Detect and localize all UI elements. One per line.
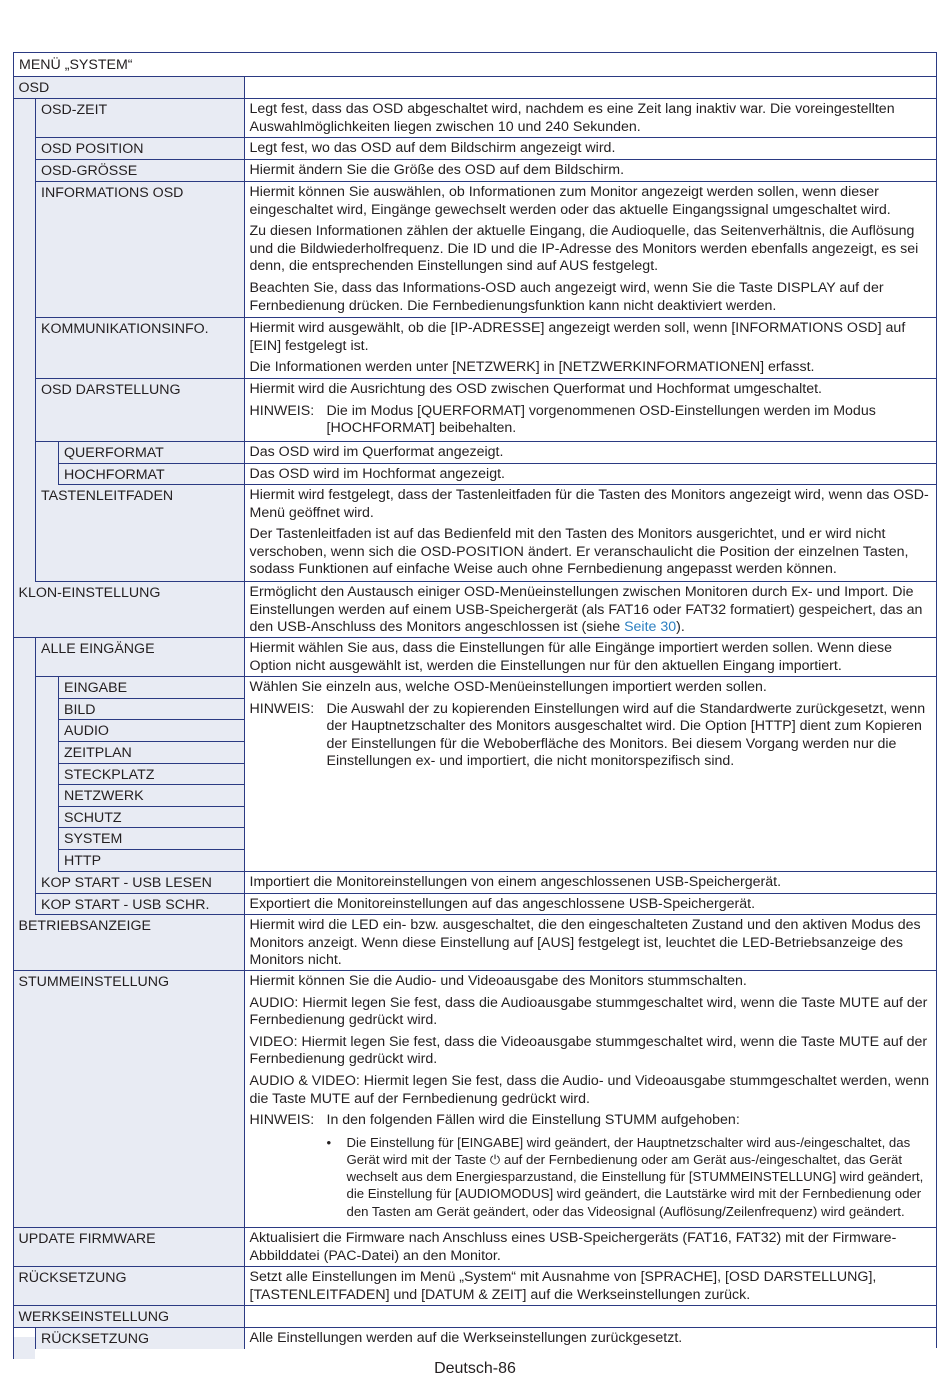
note-label: HINWEIS: (249, 700, 315, 717)
row-desc-sub-items (244, 677, 937, 872)
note (250, 403, 933, 438)
row-label-osd-groesse: OSD-GRÖSSE (35, 160, 245, 182)
page-footer: Deutsch-86 (434, 1360, 516, 1377)
row-hochformat (14, 464, 936, 485)
row-update-firmware (14, 1228, 936, 1267)
paragraph: Hiermit wird festgelegt, dass der Tastenleitfaden für die Tasten des Monitors angezeigt wird, wenn das OSD-Menü geöffnet wird. (249, 487, 929, 521)
note-label: HINWEIS: (249, 402, 315, 419)
row-alle-eingaenge (14, 638, 936, 677)
row-tastenleitfaden (14, 485, 936, 582)
row-label-osd-zeit: OSD-ZEIT (35, 99, 245, 138)
row-desc-klon-einstellung (244, 582, 937, 638)
row-osd-groesse (14, 160, 936, 182)
row-label-werkseinstellung: WERKSEINSTELLUNG (13, 1306, 246, 1328)
row-desc-osd-groesse (244, 160, 937, 182)
row-desc-alle-eingaenge (244, 638, 937, 677)
note (250, 701, 933, 771)
paragraph: Hiermit wählen Sie aus, dass die Einstellungen für alle Eingänge importiert werden sollen. Wenn diese Option nicht ausgewählt ist, werden die Einstellungen nur für den aktuellen Eingang importiert. (249, 640, 892, 674)
row-label-klon-einstellung: KLON-EINSTELLUNG (13, 582, 246, 638)
row-osd-position (14, 138, 936, 160)
row-desc-ruecksetzung (244, 1267, 937, 1306)
row-label-steckplatz: STECKPLATZ (58, 764, 245, 785)
paragraph: Hiermit ändern Sie die Größe des OSD auf dem Bildschirm. (249, 162, 625, 178)
row-desc-betriebsanzeige (244, 915, 937, 971)
text: Ermöglicht den Austausch einiger OSD-Menüeinstellungen zwischen Monitoren durch Ex- und Import. Die Einstellungen werden auf einem USB-Speichergerät (als FAT16 oder FAT32 formatiert) gespeichert, das an den USB-Anschluss des Monitors angeschlossen ist (siehe (249, 584, 923, 636)
table-title: MENÜ „SYSTEM“ (14, 53, 936, 77)
bullet-list (250, 1134, 933, 1220)
row-osd-zeit (14, 99, 936, 138)
row-label-osd-darstellung: OSD DARSTELLUNG (35, 379, 245, 442)
paragraph: VIDEO: Hiermit legen Sie fest, dass die Videoausgabe stummgeschaltet wird, wenn die Taste MUTE auf der Fernbedienung gedrückt wird. (249, 1033, 928, 1068)
row-desc-kop-schr (244, 894, 937, 915)
paragraph: Alle Einstellungen werden auf die Werkseinstellungen zurückgesetzt. (249, 1330, 683, 1346)
paragraph: Zu diesen Informationen zählen der aktuelle Eingang, die Audioquelle, das Seitenverhältnis, die Auflösung und die Bildwiederholfrequenz. Die ID und die IP-Adresse des Monitors werden ebenfalls angezeigt, es sei denn, die entsprechenden Einstellungen sind auf AUS festgelegt. (249, 223, 919, 275)
paragraph: Hiermit können Sie die Audio- und Videoausgabe des Monitors stummschalten. (249, 973, 747, 989)
system-menu-table (13, 52, 937, 1348)
text: ). (676, 619, 685, 636)
paragraph: Hiermit wird die LED ein- bzw. ausgeschaltet, die den eingeschalteten Zustand und den aktiven Modus des Monitors anzeigt. Wenn diese Einstellung auf [AUS] festgelegt ist, leuchtet die LED-Betriebsanzeige des Monitors nicht. (249, 917, 921, 969)
row-label-ruecksetzung: RÜCKSETZUNG (13, 1267, 246, 1306)
row-label-kop-lesen: KOP START - USB LESEN (35, 872, 245, 894)
row-werk-ruecksetzung (14, 1328, 936, 1349)
row-desc-querformat (244, 442, 937, 464)
row-desc-hochformat (244, 464, 937, 485)
paragraph: Der Tastenleitfaden ist auf das Bedienfeld mit den Tasten des Monitors ausgerichtet, und er wird nicht verschoben, wenn sich die OSD-POSITION ändert. Er veranschaulicht die Position der einzelnen Tasten, sodass Funktionen auf einfache Weise auch ohne Fernbedienung angepasst werden können. (249, 526, 909, 578)
row-ruecksetzung (14, 1267, 936, 1306)
paragraph: AUDIO: Hiermit legen Sie fest, dass die Audioausgabe stummgeschaltet wird, wenn die Taste MUTE auf der Fernbedienung gedrückt wird. (249, 994, 928, 1029)
paragraph: Hiermit wird die Ausrichtung des OSD zwischen Querformat und Hochformat umgeschaltet. (249, 381, 822, 397)
row-label-kommunikationsinfo: KOMMUNIKATIONSINFO. (35, 318, 245, 379)
row-stummeinstellung (14, 971, 936, 1228)
row-kommunikationsinfo (14, 318, 936, 379)
paragraph: Das OSD wird im Hochformat angezeigt. (249, 466, 505, 482)
paragraph: Beachten Sie, dass das Informations-OSD auch angezeigt wird, wenn Sie die Taste DISPLAY auf der Fernbedienung drücken. Die Fernbedienungsfunktion kann nicht deaktiviert werden. (249, 279, 884, 314)
row-kop-schr (14, 894, 936, 915)
row-label-hochformat: HOCHFORMAT (58, 464, 245, 485)
row-label-system: SYSTEM (58, 828, 245, 850)
note (250, 1112, 933, 1130)
row-label-update-firmware: UPDATE FIRMWARE (13, 1228, 246, 1267)
row-desc-osd-darstellung (244, 379, 937, 442)
row-querformat (14, 442, 936, 464)
note-label: HINWEIS: (249, 1112, 315, 1129)
paragraph: Setzt alle Einstellungen im Menü „System“ mit Ausnahme von [SPRACHE], [OSD DARSTELLUNG], [TASTENLEITFADEN] und [DATUM & ZEIT] auf die Werkseinstellungen zurück. (249, 1269, 877, 1303)
row-desc-osd-zeit (244, 99, 937, 138)
note-text: Die Auswahl der zu kopierenden Einstellungen wird auf die Standardwerte zurückgesetzt, wenn der Hauptnetzschalter des Monitors ausgeschaltet wird. Die Option [HTTP] dient zum Kopieren der Einstellungen für die Weboberfläche des Monitors. Bei diesem Vorgang werden nur die Einstellungen ex- und importiert, die nicht monitorspezifisch sind. (326, 700, 926, 770)
row-informations-osd (14, 182, 936, 318)
row-desc-update-firmware (244, 1228, 937, 1267)
row-desc-werkseinstellung-empty (244, 1306, 937, 1328)
row-desc-kop-lesen (244, 872, 937, 894)
paragraph: Legt fest, wo das OSD auf dem Bildschirm angezeigt wird. (249, 140, 616, 156)
row-label-werk-ruecksetzung: RÜCKSETZUNG (35, 1328, 245, 1349)
row-desc-osd-position (244, 138, 937, 160)
row-sub-items-desc (244, 677, 937, 872)
list-item: • Die Einstellung für [EINGABE] wird geändert, der Hauptnetzschalter wird aus-/eingeschaltet, das Gerät wird mit der Taste ⏻ auf der Fernbedienung oder am Gerät aus-/eingeschaltet, das Gerät wechselt aus dem Energiesparzustand, die Einstellung für [STUMMEINSTELLUNG] wird geändert, die Einstellung für [AUDIOMODUS] wird geändert, die Lautstärke wird mit der Fernbedienung oder den Tasten am Gerät geändert, oder das Videosignal (Auflösung/Zeilenfrequenz) wird geändert. (347, 1134, 933, 1220)
paragraph: Aktualisiert die Firmware nach Anschluss eines USB-Speichergeräts (FAT16, FAT32) mit der Firmware-Abbilddatei (PAC-Datei) an den Monitor. (249, 1230, 897, 1264)
paragraph (250, 584, 933, 637)
paragraph: Importiert die Monitoreinstellungen von einem angeschlossenen USB-Speichergerät. (249, 874, 782, 890)
row-klon-einstellung (14, 582, 936, 638)
row-label-osd: OSD (13, 77, 246, 99)
page-link[interactable]: Seite 30 (624, 619, 677, 636)
row-label-betriebsanzeige: BETRIEBSANZEIGE (13, 915, 246, 971)
row-desc-tastenleitfaden (244, 485, 937, 582)
row-werkseinstellung (14, 1306, 936, 1328)
row-label-audio: AUDIO (58, 720, 245, 742)
row-label-eingabe: EINGABE (58, 677, 245, 699)
paragraph: Die Informationen werden unter [NETZWERK] in [NETZWERKINFORMATIONEN] erfasst. (249, 359, 815, 376)
row-label-bild: BILD (58, 699, 245, 720)
row-label-tastenleitfaden: TASTENLEITFADEN (35, 485, 245, 582)
paragraph: Legt fest, dass das OSD abgeschaltet wird, nachdem es eine Zeit lang inaktiv war. Die voreingestellten Auswahlmöglichkeiten liegen zwischen 10 und 240 Sekunden. (249, 101, 895, 135)
row-osd (14, 77, 936, 99)
row-label-informations-osd: INFORMATIONS OSD (35, 182, 245, 318)
paragraph: Exportiert die Monitoreinstellungen auf das angeschlossene USB-Speichergerät. (249, 896, 756, 912)
note-text: Die im Modus [QUERFORMAT] vorgenommenen OSD-Einstellungen werden im Modus [HOCHFORMAT] beibehalten. (326, 402, 876, 437)
row-osd-darstellung (14, 379, 936, 442)
note-text: In den folgenden Fällen wird die Einstellung STUMM aufgehoben: (326, 1112, 740, 1129)
row-betriebsanzeige (14, 915, 936, 971)
row-label-querformat: QUERFORMAT (58, 442, 245, 464)
paragraph: Das OSD wird im Querformat angezeigt. (249, 444, 504, 460)
row-desc-kommunikationsinfo (244, 318, 937, 379)
paragraph: Wählen Sie einzeln aus, welche OSD-Menüeinstellungen importiert werden sollen. (249, 679, 767, 695)
paragraph: Hiermit wird ausgewählt, ob die [IP-ADRESSE] angezeigt werden soll, wenn [INFORMATIONS OSD] auf [EIN] festgelegt ist. (249, 320, 906, 354)
row-desc-informations-osd (244, 182, 937, 318)
row-label-kop-schr: KOP START - USB SCHR. (35, 894, 245, 915)
paragraph: Hiermit können Sie auswählen, ob Informationen zum Monitor angezeigt werden sollen, wenn dieser eingeschaltet wird, Eingänge gewechselt werden oder das aktuelle Eingangssignal umgeschaltet wird. (249, 184, 891, 218)
row-kop-lesen (14, 872, 936, 894)
row-label-zeitplan: ZEITPLAN (58, 742, 245, 764)
paragraph: AUDIO & VIDEO: Hiermit legen Sie fest, dass die Audio- und Videoausgabe stummgeschaltet werden, wenn die Taste MUTE auf der Fernbedienung gedrückt wird. (249, 1072, 930, 1107)
row-label-http: HTTP (58, 850, 245, 872)
row-label-osd-position: OSD POSITION (35, 138, 245, 160)
row-desc-stummeinstellung (244, 971, 937, 1228)
row-desc-osd-empty (244, 77, 937, 99)
row-desc-werk-ruecksetzung (244, 1328, 937, 1349)
row-label-stummeinstellung: STUMMEINSTELLUNG (13, 971, 246, 1228)
row-label-alle-eingaenge: ALLE EINGÄNGE (35, 638, 245, 677)
row-label-netzwerk: NETZWERK (58, 785, 245, 807)
row-label-schutz: SCHUTZ (58, 807, 245, 828)
